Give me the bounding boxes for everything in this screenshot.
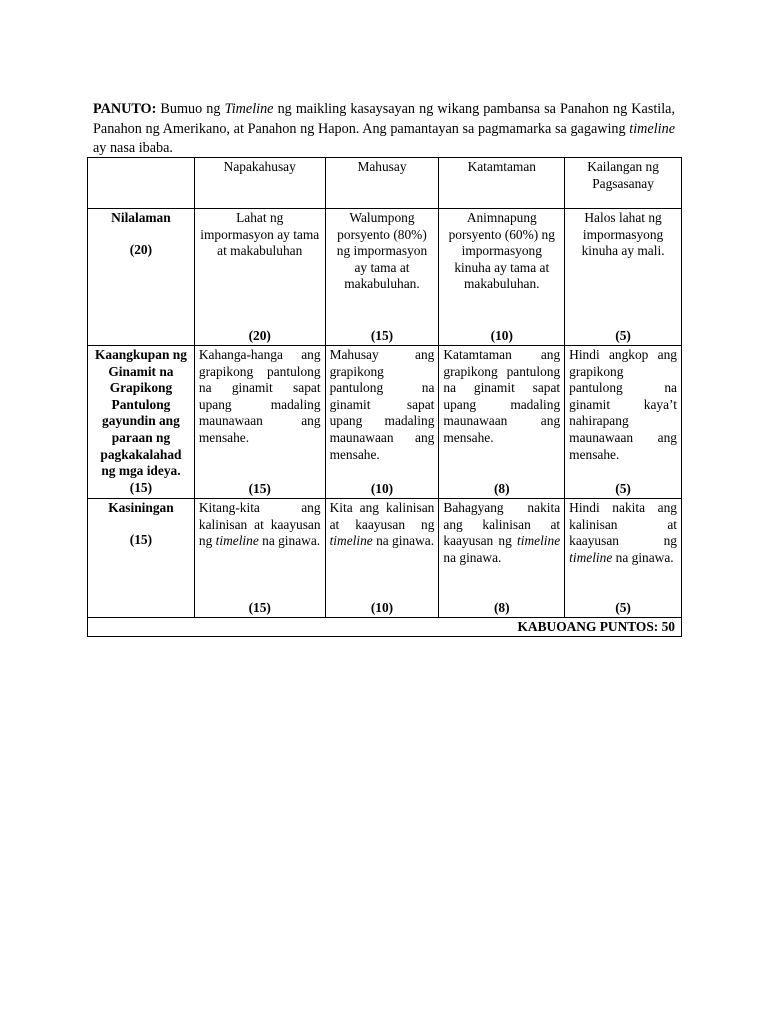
instructions-text-3: ay nasa ibaba. [93,140,173,157]
cell-text-post: na ginawa. [443,549,502,565]
cell-score: (20) [248,328,271,344]
cell-description [199,500,321,550]
criterion-points: (15) [129,531,153,547]
rubric-cell [565,346,682,499]
cell-description [330,500,435,550]
rubric-cell [325,209,439,346]
criterion-points: (15) [129,479,153,495]
rubric-row-kasiningan [88,499,682,618]
cell-description [569,500,677,566]
cell-text-pre: Hindi nakita ang kalinisan at kaayusan ng [569,500,677,549]
cell-score: (10) [370,481,394,497]
rubric-cell [439,346,565,499]
criterion-cell [88,209,195,346]
rubric-cell [565,209,682,346]
instructions-paragraph [93,100,675,159]
cell-score: (10) [370,600,394,616]
rubric-cell [439,499,565,618]
rubric-total-row [88,618,682,637]
cell-description: Walumpong porsyento (80%) ng impormasyon ay tama at makabuluhan. [336,210,428,292]
instructions-text-2: ng maikling kasaysayan ng wikang pambansa sa Panahon ng Kastila, Panahon ng Amerikano, at Panahon ng Hapon. Ang pamantayan sa pagmamarka sa gagawing [93,101,676,137]
cell-text-pre: Kita ang kalinisan at kaayusan ng [329,500,435,532]
header-katamtaman: Katamtaman [439,158,565,209]
cell-description: Lahat ng impormasyon ay tama at makabuluhan [200,210,320,259]
cell-description: Mahusay ang grapikong pantulong na ginamit sapat upang madaling maunawaan ang mensahe. [329,347,435,462]
criterion-cell [88,346,195,499]
cell-score: (15) [370,328,394,344]
rubric-cell [325,499,439,618]
instructions-emphasis-1: Timeline [224,101,274,118]
criterion-name: Kasiningan [108,500,174,515]
criterion-cell [88,499,195,618]
rubric-cell [565,499,682,618]
instructions-emphasis-2: timeline [629,120,675,137]
header-empty-cell [88,158,195,209]
rubric-cell [194,346,325,499]
header-napakahusay: Napakahusay [194,158,325,209]
cell-score: (8) [493,481,510,497]
criterion-name: Kaangkupan ng Ginamit na Grapikong Pantulong gayundin ang paraan ng pagkakalahad ng mga ideya. [94,347,187,479]
instructions-label: PANUTO: [93,101,157,118]
cell-description: Animnapung porsyento (60%) ng impormasyong kinuha ay tama at makabuluhan. [448,210,555,292]
cell-score: (15) [248,600,271,616]
cell-description: Hindi angkop ang grapikong pantulong na ginamit kaya’t nahirapang maunawaan ang mensahe. [569,347,677,462]
rubric-cell [194,499,325,618]
cell-text-post: na ginawa. [612,549,674,565]
total-points: KABUOANG PUNTOS: 50 [88,618,682,637]
rubric-table [87,157,682,637]
cell-text-pre: Kitang-kita ang kalinisan at kaayusan ng [198,500,321,549]
cell-score: (5) [615,481,631,497]
rubric-row-kaangkupan [88,346,682,499]
cell-score: (8) [493,600,510,616]
rubric-row-nilalaman [88,209,682,346]
cell-score: (10) [490,328,513,344]
cell-description: Kahanga-hanga ang grapikong pantulong na ginamit sapat upang madaling maunawaan ang mensahe. [198,347,321,445]
cell-text-emphasis: timeline [329,533,373,549]
cell-text-emphasis: timeline [569,549,613,565]
header-mahusay: Mahusay [325,158,439,209]
instructions-text-1: Bumuo ng [156,101,225,118]
criterion-points: (20) [129,241,153,257]
cell-score: (15) [248,481,271,497]
rubric-cell [325,346,439,499]
cell-text-post: na ginawa. [372,533,435,549]
criterion-name: Nilalaman [111,210,171,225]
cell-description [443,500,560,566]
cell-text-emphasis: timeline [215,533,259,549]
cell-description: Katamtaman ang grapikong pantulong na ginamit sapat upang madaling maunawaan ang mensahe. [443,347,561,445]
cell-score: (5) [615,600,631,616]
cell-score: (5) [615,328,631,344]
cell-description: Halos lahat ng impormasyong kinuha ay mali. [581,210,665,259]
header-kailangan-ng-pagsasanay: Kailangan ng Pagsasanay [565,158,682,209]
rubric-cell [194,209,325,346]
rubric-header-row [88,158,682,209]
rubric-cell [439,209,565,346]
cell-text-emphasis: timeline [517,533,561,549]
cell-text-pre: Bahagyang nakita ang kalinisan at kaayusan ng [443,500,561,549]
cell-text-post: na ginawa. [258,533,321,549]
